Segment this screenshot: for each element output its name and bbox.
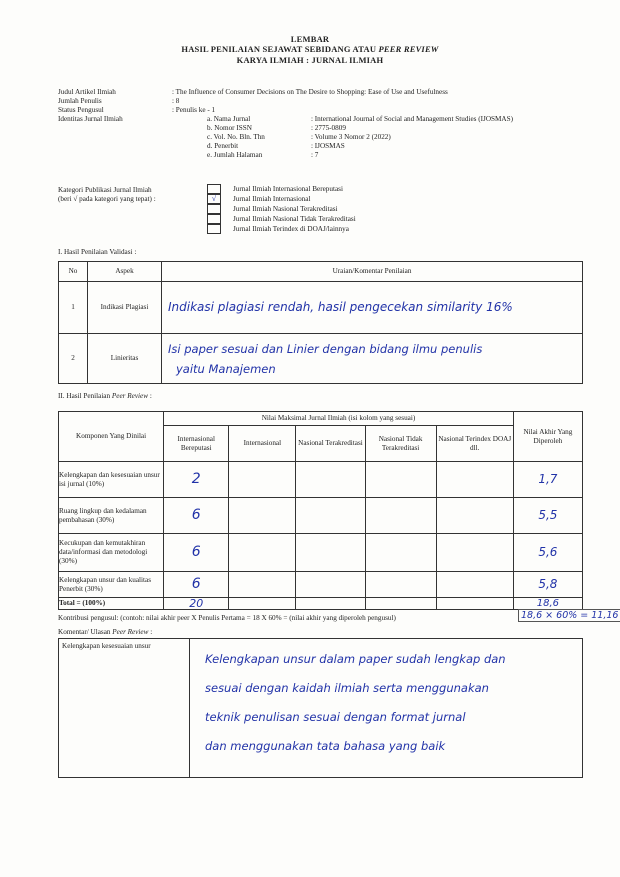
- table-row: Ruang lingkup dan kedalaman pembahasan (30%) 6 5,5: [59, 498, 583, 534]
- title-lembar: LEMBAR: [290, 34, 330, 44]
- col-nilai-maksimal: Nilai Maksimal Jurnal Ilmiah (isi kolom yang sesuai): [164, 412, 514, 426]
- title-karya-ilmiah: KARYA ILMIAH : JURNAL ILMIAH: [236, 55, 384, 65]
- status-pengusul-label: Status Pengusul: [58, 106, 104, 114]
- validasi-table: [58, 261, 583, 384]
- peer-review-table: Komponen Yang Dinilai Nilai Maksimal Jurnal Ilmiah (isi kolom yang sesuai) Nilai Akhir Yang Diperoleh Internasional Bereputasi Internasional Nasional Terakreditasi Nasional Tidak Terakreditasi Nasional Terindex DOAJ dll. Kelengkapan dan kesesuaian unsur isi jurnal (10%) 2 1,7 Ruang lingkup dan kedalaman pembahasan (30%) 6 5,5 Kecukupan dan kemutakhiran data/informasi dan metodologi (30%) 6 5,6 Kelengkapan unsur dan kualitas Penerbit (30%) 6 5,8 Total = (100%) 20 18,6: [58, 411, 583, 610]
- total-row: Total = (100%) 20 18,6: [59, 598, 583, 610]
- col-komponen: Komponen Yang Dinilai: [59, 412, 164, 462]
- checkbox-checked[interactable]: √: [207, 194, 221, 204]
- linieritas-comment: Isi paper sesuai dan Linier dengan bidang ilmu penulis yaitu Manajemen: [162, 334, 583, 384]
- table-row: Kelengkapan dan kesesuaian unsur isi jurnal (10%) 2 1,7: [59, 462, 583, 498]
- kategori-option[interactable]: Jurnal Ilmiah Internasional Bereputasi: [207, 184, 356, 194]
- col-uraian: Uraian/Komentar Penilaian: [162, 262, 583, 282]
- col-nilai-akhir: Nilai Akhir Yang Diperoleh: [513, 412, 582, 462]
- journal-row: c. Vol. No. Bln. Thn : Volume 3 Nomor 2 (2022): [207, 133, 391, 141]
- kategori-option[interactable]: Jurnal Ilmiah Nasional Tidak Terakreditasi: [207, 214, 356, 224]
- journal-row: e. Jumlah Halaman : 7: [207, 151, 319, 159]
- table-row: 2 Linieritas Isi paper sesuai dan Linier dengan bidang ilmu penulis yaitu Manajemen: [59, 334, 583, 384]
- journal-row: d. Penerbit : IJOSMAS: [207, 142, 345, 150]
- checkbox[interactable]: [207, 224, 221, 234]
- kategori-options: [207, 184, 356, 234]
- col-no: No: [59, 262, 88, 282]
- table-row: Kelengkapan unsur dan kualitas Penerbit (30%) 6 5,8: [59, 572, 583, 598]
- checkbox[interactable]: [207, 204, 221, 214]
- identitas-jurnal-label: Identitas Jurnal Ilmiah: [58, 115, 123, 123]
- judul-label: Judul Artikel Ilmiah: [58, 88, 116, 96]
- kategori-instruction: (beri √ pada kategori yang tepat) :: [58, 195, 156, 203]
- komentar-text: Kelengkapan unsur dalam paper sudah lengkap dan sesuai dengan kaidah ilmiah serta menggunakan teknik penulisan sesuai dengan format jurnal dan menggunakan tata bahasa yang baik: [205, 652, 506, 753]
- title-hasil-penilaian: HASIL PENILAIAN SEJAWAT SEBIDANG ATAU PEER REVIEW: [181, 44, 439, 54]
- jumlah-penulis-label: Jumlah Penulis: [58, 97, 102, 105]
- kategori-option[interactable]: Jurnal Ilmiah Terindex di DOAJ/lainnya: [207, 224, 356, 234]
- kelengkapan-label: Kelengkapan kesesuaian unsur: [62, 642, 151, 650]
- kontribusi-text: Kontribusi pengusul: (contoh: nilai akhir peer X Penulis Pertama = 18 X 60% = (nilai akhir yang diperoleh pengusul): [58, 614, 396, 622]
- divider: [189, 639, 190, 777]
- section2-heading: II. Hasil Penilaian Peer Review :: [58, 392, 152, 400]
- komentar-heading: Komentar/ Ulasan Peer Review :: [58, 628, 153, 636]
- kategori-label: Kategori Publikasi Jurnal Ilmiah: [58, 186, 152, 194]
- checkbox[interactable]: [207, 184, 221, 194]
- kategori-option[interactable]: √ Jurnal Ilmiah Internasional: [207, 194, 356, 204]
- table-row: Kecukupan dan kemutakhiran data/informasi dan metodologi (30%) 6 5,6: [59, 534, 583, 572]
- checkbox[interactable]: [207, 214, 221, 224]
- judul-value: : The Influence of Consumer Decisions on The Desire to Shopping: Ease of Use and Usefulness: [172, 88, 448, 96]
- journal-details: [207, 115, 607, 160]
- journal-row: a. Nama Jurnal : International Journal of Social and Management Studies (IJOSMAS): [207, 115, 514, 123]
- status-pengusul-value: : Penulis ke - 1: [172, 106, 216, 114]
- kategori-option[interactable]: Jurnal Ilmiah Nasional Terakreditasi: [207, 204, 356, 214]
- komentar-box: [58, 638, 583, 778]
- journal-row: b. Nomor ISSN : 2775-0809: [207, 124, 346, 132]
- col-aspek: Aspek: [88, 262, 162, 282]
- plagiasi-comment: Indikasi plagiasi rendah, hasil pengecekan similarity 16%: [162, 282, 583, 334]
- jumlah-penulis-value: : 8: [172, 97, 180, 105]
- section1-heading: I. Hasil Penilaian Validasi :: [58, 248, 137, 256]
- kontribusi-value: 18,6 × 60% = 11,16: [518, 609, 620, 622]
- table-row: 1 Indikasi Plagiasi Indikasi plagiasi rendah, hasil pengecekan similarity 16%: [59, 282, 583, 334]
